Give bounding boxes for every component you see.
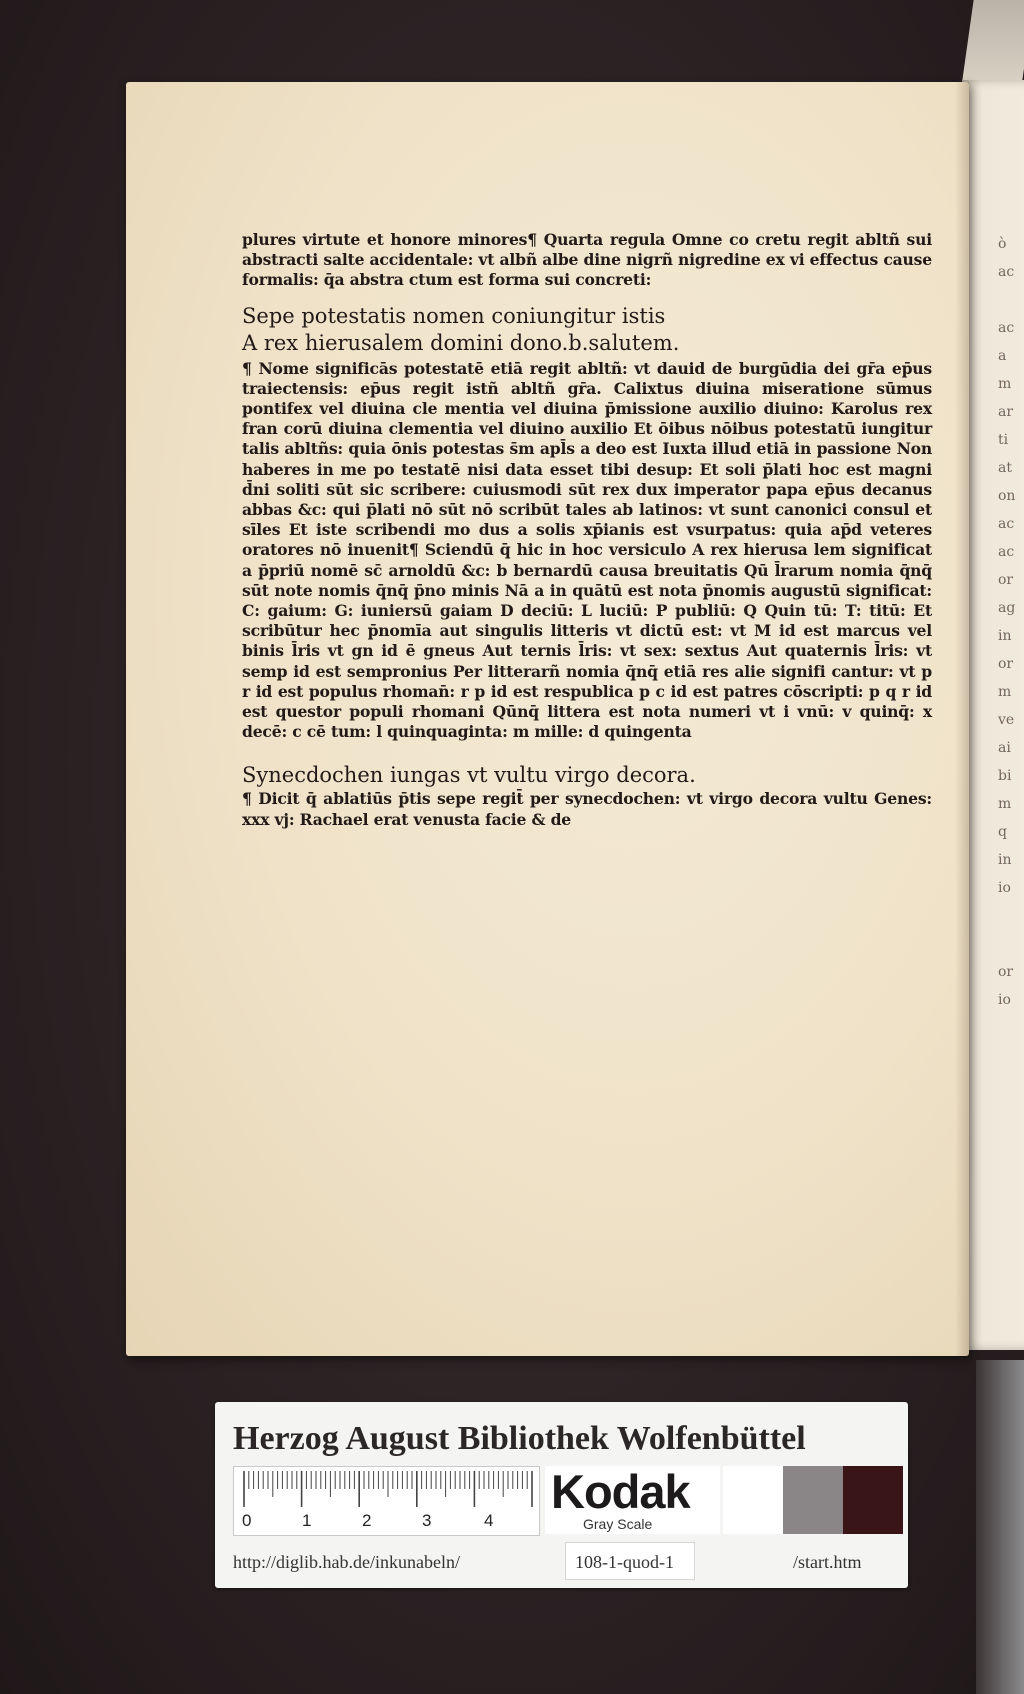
next-page-text-fragments: ò ac ac a m ar ti at on ac ac or ag in or m ve ai bi m q in io or io [998,236,1016,1008]
kodak-logo: Kodak [551,1465,690,1518]
page-text [242,230,932,842]
white-patch [723,1466,783,1534]
paragraph-3: ¶ Dicit q̄ ablatiūs p̄tis sepe regit̄ per synecdochen: vt virgo decora vultu Genes: xxx vj: Rachael erat venusta facie & de [242,789,932,829]
verse-2: A rex hierusalem domini dono.b.salutem. [242,330,680,355]
color-target-card [215,1402,908,1588]
gray-patch [783,1466,843,1534]
verse-1: Sepe potestatis nomen coniungitur istis [242,303,666,328]
url-shelfmark: 108-1-quod-1 [575,1552,674,1572]
library-name: Herzog August Bibliothek Wolfenbüttel [233,1420,806,1457]
ruler-label-0: 0 [242,1511,252,1530]
ruler-label-4: 4 [484,1511,494,1530]
ruler-label-1: 1 [302,1511,312,1530]
dark-patch [843,1466,903,1534]
paragraph-2: ¶ Nome significās potestatē etiā regit abltñ: vt dauid de burgūdia dei gr̄a ep̄us traiectensis: ep̄us regit istñ abltñ gr̄a. Calixtus diuina miseratione sūmus pontifex vel diuina cle mentia vel diuina p̄missione auxilio diuino: Karolus rex fran corū diuina clementia vel diuino auxilio Et ōibus nōibus potestatū iungitur talis abltñs: quia ōnis potestas s̄m apl̄s a deo est Iuxta illud etiā in passione Non haberes in me po testatē nisi data esset tibi desup: Et soli p̄lati hoc est magni d̄ni soliti sūt sic scribere: cuiusmodi sūt rex dux imperator papa ep̄us decanus abbas &c: qui p̄lati nō sūt nō scribūt tales ab latinos: vt sunt canonici consul et sīles Et iste scribendi mo dus a solis xp̄ianis est vsurpatus: quia ap̄d veteres oratores nō inuenit¶ Sciendū q̄ hic in hoc versiculo A rex hierusa lem significat a p̄priū nomē sc̄ arnoldū &c: b bernardū causa breuitatis Qū l̄rarum nomia q̄nq̄ sūt note nomis q̄nq̄ p̄no minis Nā a in quātū est nota p̄nomis augustū significat: C: gaium: G: iuniersū gaiam D deciū: L luciū: P publiū: Q Quin tū: T: titū: Et scribūtur hec p̄nomīa aut singulis litteris vt dictū est: vt M id est marcus vel binis l̄ris vt gn id ē gneus Aut ternis l̄ris: vt sex: sextus Aut quaternis l̄ris: vt semp id est sempronius Per litterarñ nomia q̄nq̄ etiā res alie signifi cantur: vt p r id est populus rhoman̄: r p id est respublica p c id est patres cōscripti: p q r id est questor populi rhomani Qūnq̄ littera est nota numeri vt i vnū: v quinq̄: x decē: c cē tum: l quinquaginta: m mille: d quingenta [242,358,932,742]
paragraph-1: plures virtute et honore minores¶ Quarta regula Omne co cretu regit abltñ sui abstracti salte accidentale: vt albñ albe dine nigrñ nigredine ex vi effectus cause formalis: q̄a abstra ctum est forma sui concreti: [242,230,932,290]
scanner-edge [976,1360,1024,1694]
verse-3: Synecdochen iungas vt vultu virgo decora. [242,763,696,788]
ruler-label-2: 2 [362,1511,372,1530]
ruler-label-3: 3 [422,1511,432,1530]
scale-ruler [233,1466,540,1536]
url-start: /start.htm [793,1552,862,1572]
kodak-label [545,1466,720,1534]
gray-scale-label: Gray Scale [583,1516,653,1532]
url-base: http://diglib.hab.de/inkunabeln/ [233,1552,460,1572]
next-page-corner [962,0,1024,80]
